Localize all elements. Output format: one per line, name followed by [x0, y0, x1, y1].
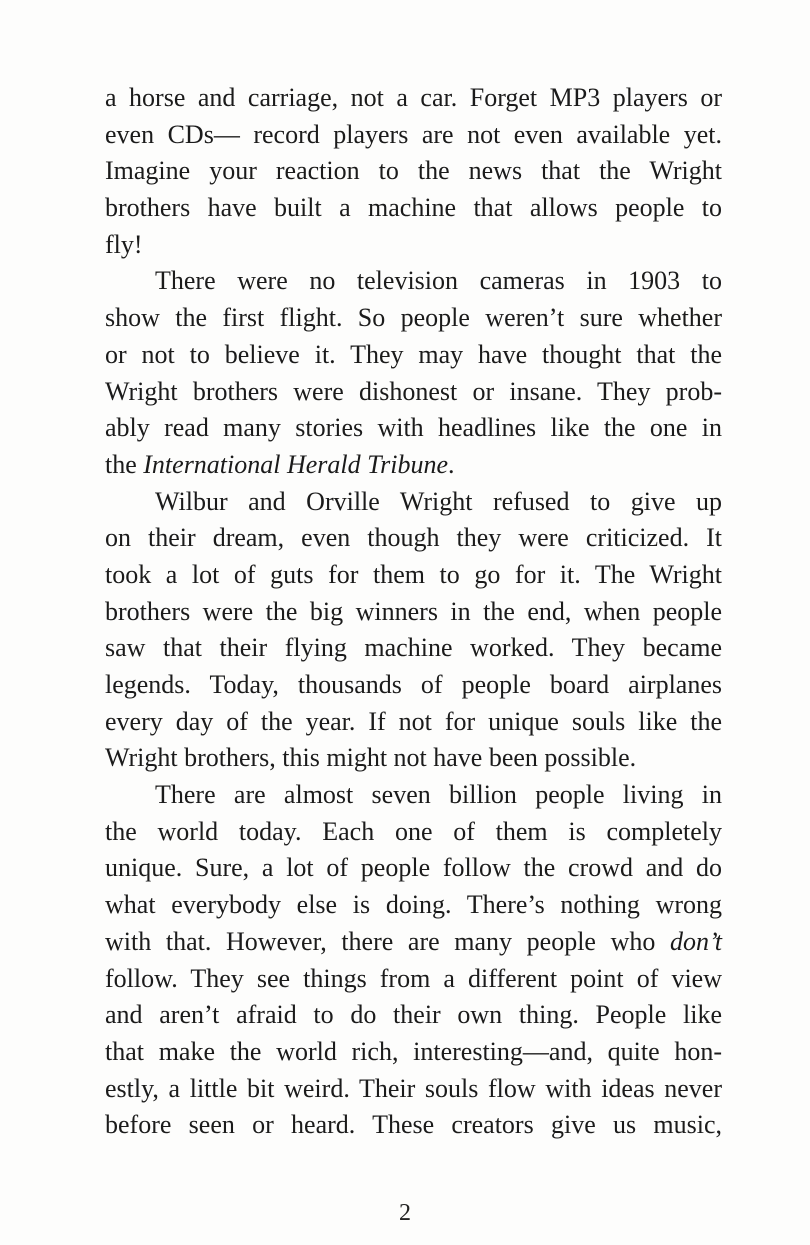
text-line: a horse and carriage, not a car. Forget MP3 players or: [105, 83, 722, 112]
text-line: Wright brothers, this might not have been possible.: [105, 743, 637, 773]
text-line: what everybody else is doing. There’s nothing wrong: [105, 890, 722, 920]
text-line: that make the world rich, interesting—and, quite hon-: [105, 1036, 722, 1066]
text-line: before seen or heard. These creators give us music,: [105, 1110, 722, 1140]
text-line: show the first flight. So people weren’t sure whether: [105, 303, 722, 333]
text-line: the world today. Each one of them is completely: [105, 816, 722, 846]
text-line: unique. Sure, a lot of people follow the crowd and do: [105, 853, 722, 883]
text-line: saw that their flying machine worked. They became: [105, 633, 722, 663]
emphasis-text: don’t: [670, 926, 722, 956]
text-line: [105, 447, 722, 484]
text-span: the: [105, 449, 144, 479]
text-line: Wright brothers were dishonest or insane. They prob-: [105, 376, 722, 406]
publication-title: International Herald Tribune: [143, 449, 449, 479]
text-line: ably read many stories with headlines like the one in: [105, 413, 722, 443]
text-line: or not to believe it. They may have thought that the: [105, 339, 722, 369]
text-line: and aren’t afraid to do their own thing. People like: [105, 1000, 722, 1030]
text-line: There are almost seven billion people living in: [155, 780, 722, 810]
text-line: Wilbur and Orville Wright refused to give up: [155, 486, 722, 516]
body-text: [105, 80, 722, 1144]
text-line: on their dream, even though they were criticized. It: [105, 523, 722, 553]
text-line: took a lot of guts for them to go for it. The Wright: [105, 559, 722, 589]
text-line: fly!: [105, 229, 143, 259]
text-span: with that. However, there are many people who: [105, 926, 670, 956]
text-line: legends. Today, thousands of people board airplanes: [105, 670, 722, 699]
text-line: Imagine your reaction to the news that the Wright: [105, 156, 722, 186]
text-line: every day of the year. If not for unique souls like the: [105, 706, 722, 736]
text-span: .: [448, 449, 455, 479]
text-line: estly, a little bit weird. Their souls flow with ideas never: [105, 1073, 722, 1103]
text-line: even CDs— record players are not even available yet.: [105, 119, 722, 149]
text-line: There were no television cameras in 1903 to: [155, 266, 722, 296]
text-line: brothers have built a machine that allows people to: [105, 193, 722, 223]
text-line: follow. They see things from a different point of view: [105, 963, 722, 993]
text-line: brothers were the big winners in the end, when people: [105, 596, 722, 626]
page-number: 2: [399, 1200, 411, 1226]
text-line: [105, 924, 722, 961]
